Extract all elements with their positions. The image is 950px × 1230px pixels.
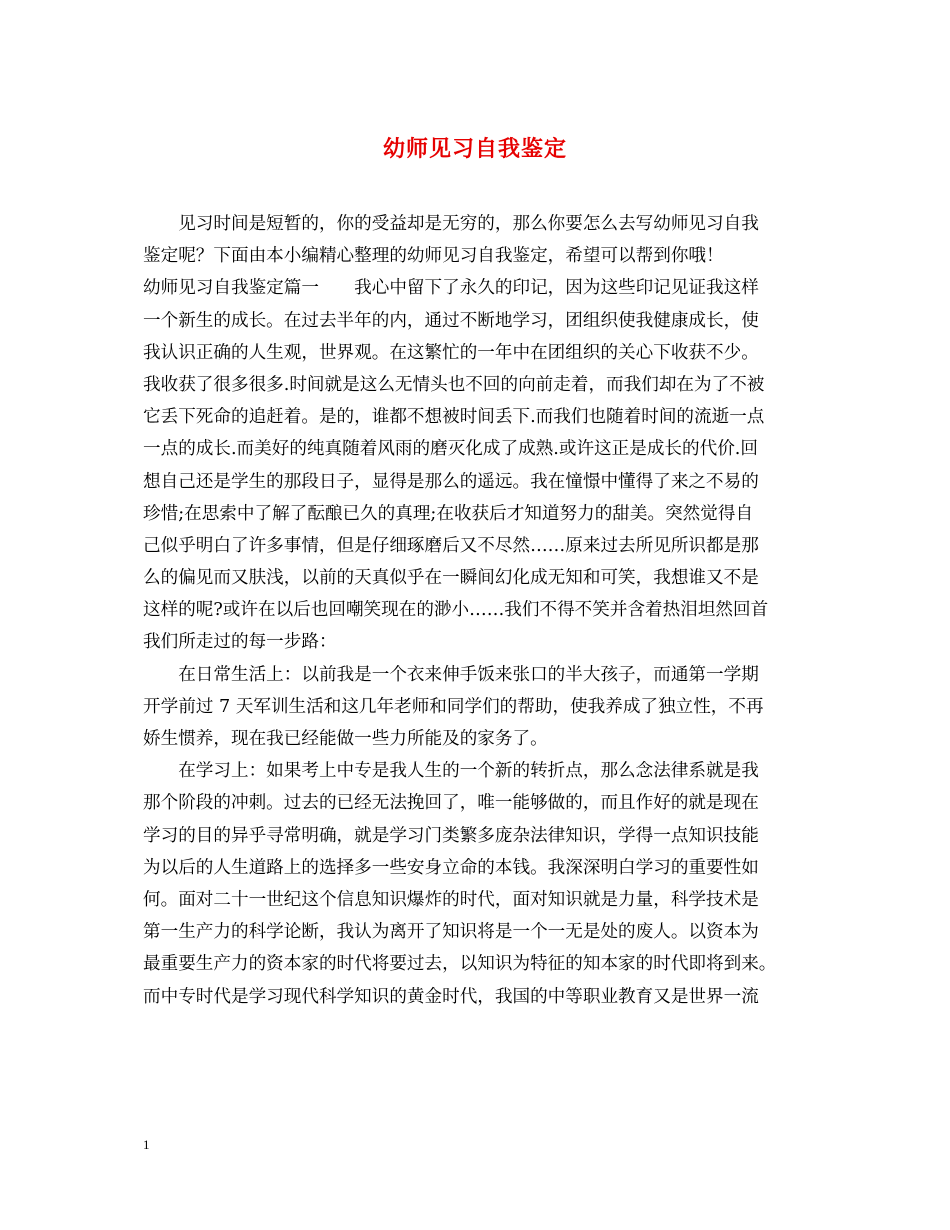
text-line: 我们所走过的每一步路： <box>143 632 337 653</box>
text-line: 在学习上：如果考上中专是我人生的一个新的转折点，那么念法律系就是我 <box>143 761 759 782</box>
text-line: 一个新生的成长。在过去半年的内，通过不断地学习，团组织使我健康成长，使 <box>143 310 759 331</box>
text-line: 这样的呢?或许在以后也回嘲笑现在的渺小……我们不得不笑并含着热泪坦然回首 <box>143 600 769 621</box>
text-line: 而中专时代是学习现代科学知识的黄金时代，我国的中等职业教育又是世界一流 <box>143 986 759 1007</box>
text-line: 么的偏见而又肤浅，以前的天真似乎在一瞬间幻化成无知和可笑，我想谁又不是 <box>143 568 759 589</box>
text-line: 想自己还是学生的那段日子，显得是那么的遥远。我在憧憬中懂得了来之不易的 <box>143 471 759 492</box>
text-line: 我收获了很多很多.时间就是这么无情头也不回的向前走着，而我们却在为了不被 <box>143 374 765 395</box>
text-line: 学习的目的异乎寻常明确，就是学习门类繁多庞杂法律知识，学得一点知识技能 <box>143 825 759 846</box>
text-line: 它丢下死命的追赶着。是的，谁都不想被时间丢下.而我们也随着时间的流逝一点 <box>143 407 765 428</box>
text-line: 开学前过 7 天军训生活和这几年老师和同学们的帮助，使我养成了独立性，不再 <box>143 696 764 717</box>
text-line: 何。面对二十一世纪这个信息知识爆炸的时代，面对知识就是力量，科学技术是 <box>143 889 759 910</box>
text-line: 那个阶段的冲刺。过去的已经无法挽回了，唯一能够做的，而且作好的就是现在 <box>143 793 759 814</box>
text-line: 第一生产力的科学论断，我认为离开了知识将是一个一无是处的废人。以资本为 <box>143 922 759 943</box>
text-line: 鉴定呢？下面由本小编精心整理的幼师见习自我鉴定，希望可以帮到你哦！ <box>143 246 724 267</box>
text-line: 我认识正确的人生观，世界观。在这繁忙的一年中在团组织的关心下收获不少。 <box>143 342 759 363</box>
text-line: 一点的成长.而美好的纯真随着风雨的磨灭化成了成熟.或许这正是成长的代价.回 <box>143 439 758 460</box>
text-line: 珍惜;在思索中了解了酝酿已久的真理;在收获后才知道努力的甜美。突然觉得自 <box>143 503 754 524</box>
page-number: 1 <box>143 1137 150 1152</box>
text-line: 见习时间是短暂的，你的受益却是无穷的，那么你要怎么去写幼师见习自我 <box>143 214 759 234</box>
text-line: 最重要生产力的资本家的时代将要过去，以知识为特征的知本家的时代即将到来。 <box>143 954 777 975</box>
text-line: 为以后的人生道路上的选择多一些安身立命的本钱。我深深明白学习的重要性如 <box>143 857 759 878</box>
text-line: 在日常生活上：以前我是一个衣来伸手饭来张口的半大孩子，而通第一学期 <box>143 664 759 685</box>
document-body <box>143 208 823 1013</box>
text-line: 娇生惯养，现在我已经能做一些力所能及的家务了。 <box>143 729 548 749</box>
text-line: 己似乎明白了许多事情，但是仔细琢磨后又不尽然……原来过去所见所识都是那 <box>143 535 759 556</box>
text-line: 幼师见习自我鉴定篇一 我心中留下了永久的印记，因为这些印记见证我这样 <box>143 278 759 299</box>
page-title: 幼师见习自我鉴定 <box>382 136 567 162</box>
